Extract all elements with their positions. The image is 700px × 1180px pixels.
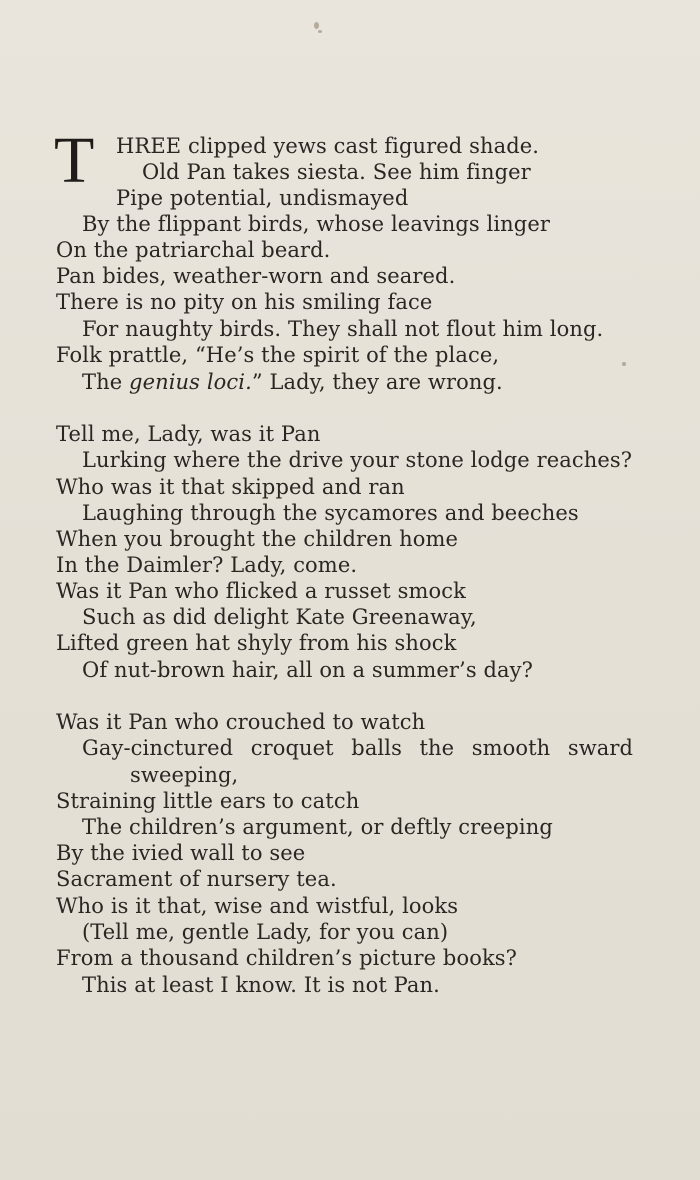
poem-line: Lifted green hat shyly from his shock (56, 631, 457, 655)
poem-line: sweeping, (130, 763, 239, 787)
poem-line: From a thousand children’s picture books? (56, 946, 518, 970)
poem-line: Such as did delight Kate Greenaway, (82, 605, 477, 629)
poem-line: When you brought the children home (56, 527, 458, 551)
drop-cap: T (54, 124, 95, 197)
poem-line: Who is it that, wise and wistful, looks (56, 894, 459, 918)
poem-line: Straining little ears to catch (56, 789, 360, 813)
paper-speck (318, 30, 322, 33)
paper-speck (622, 362, 626, 366)
poem-line: Pipe potential, undismayed (116, 186, 409, 210)
paper-speck (314, 22, 319, 29)
poem-text: The (82, 370, 130, 394)
poem-line: The children’s argument, or deftly creeping (82, 815, 553, 839)
poem-line: For naughty birds. They shall not flout him long. (82, 317, 604, 341)
poem-line: Pan bides, weather-worn and seared. (56, 264, 456, 288)
poem-line: Lurking where the drive your stone lodge reaches? (82, 448, 633, 472)
poem-line: Who was it that skipped and ran (56, 475, 405, 499)
poem-line: HREE clipped yews cast figured shade. (116, 134, 540, 158)
poem-line: By the ivied wall to see (56, 841, 306, 865)
poem-line: Of nut-brown hair, all on a summer’s day? (82, 658, 533, 682)
poem-line: Old Pan takes siesta. See him finger (142, 160, 531, 184)
poem-line: This at least I know. It is not Pan. (82, 973, 440, 997)
poem-line: Was it Pan who flicked a russet smock (56, 579, 466, 603)
poem-line: Folk prattle, “He’s the spirit of the place, (56, 343, 500, 367)
poem-line: Was it Pan who crouched to watch (56, 710, 426, 734)
poem-line: On the patriarchal beard. (56, 238, 331, 262)
poem-line: Tell me, Lady, was it Pan (56, 422, 321, 446)
poem-line: Sacrament of nursery tea. (56, 867, 337, 891)
poem-line: Laughing through the sycamores and beeches (82, 501, 579, 525)
italic-term: genius loci. (129, 370, 252, 394)
poem-line: There is no pity on his smiling face (56, 290, 433, 314)
poem-line: (Tell me, gentle Lady, for you can) (82, 920, 449, 944)
poem-line: By the flippant birds, whose leavings linger (82, 212, 551, 236)
poem-line (82, 369, 503, 395)
poem-line: Gay-cinctured croquet balls the smooth sward (82, 736, 634, 760)
poem-line: In the Daimler? Lady, come. (56, 553, 358, 577)
poem-text: ” Lady, they are wrong. (251, 370, 503, 394)
